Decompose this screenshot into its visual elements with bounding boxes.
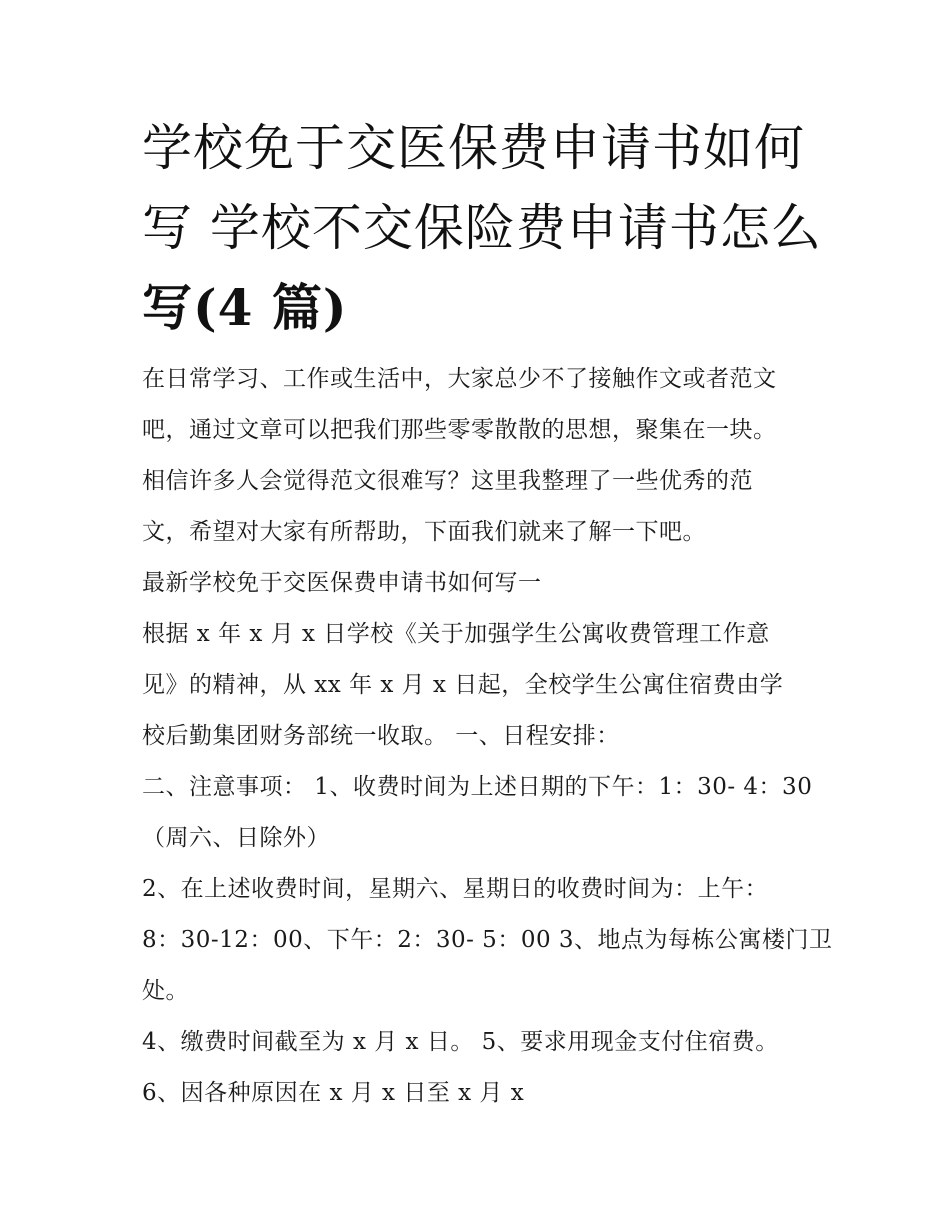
body-line-3: 相信许多人会觉得范文很难写？这里我整理了一些优秀的范 [142,468,753,494]
body-line-1: 在日常学习、工作或生活中，大家总少不了接触作文或者范文 [142,366,777,392]
body-line-8: 校后勤集团财务部统一收取。 一、日程安排： [142,723,620,749]
body-line-12: 8：30-12：00、下午：2：30- 5：00 3、地点为每栋公寓楼门卫 [142,927,833,953]
body-line-4: 文，希望对大家有所帮助，下面我们就来了解一下吧。 [142,519,706,545]
body-line-2: 吧，通过文章可以把我们那些零零散散的思想，聚集在一块。 [142,417,777,443]
body-line-9: 二、注意事项： 1、收费时间为上述日期的下午：1：30- 4：30 [142,774,813,800]
title-line-3: 写(4 篇) [142,278,348,337]
title-line-1: 学校免于交医保费申请书如何 [142,119,805,177]
body-line-11: 2、在上述收费时间，星期六、星期日的收费时间为：上午： [142,876,769,902]
body-line-15: 6、因各种原因在 x 月 x 日至 x 月 x [142,1080,525,1106]
document-title [142,108,822,348]
body-line-10: （周六、日除外） [142,825,330,851]
document-body [142,354,833,1119]
title-line-2: 写 学校不交保险费申请书怎么 [142,199,822,257]
body-line-7: 见》的精神，从 xx 年 x 月 x 日起，全校学生公寓住宿费由学 [142,672,784,698]
body-line-6: 根据 x 年 x 月 x 日学校《关于加强学生公寓收费管理工作意 [142,621,770,647]
body-line-13: 处。 [142,978,189,1004]
section-heading: 最新学校免于交医保费申请书如何写一 [142,570,542,596]
body-line-14: 4、缴费时间截至为 x 月 x 日。 5、要求用现金支付住宿费。 [142,1029,779,1055]
